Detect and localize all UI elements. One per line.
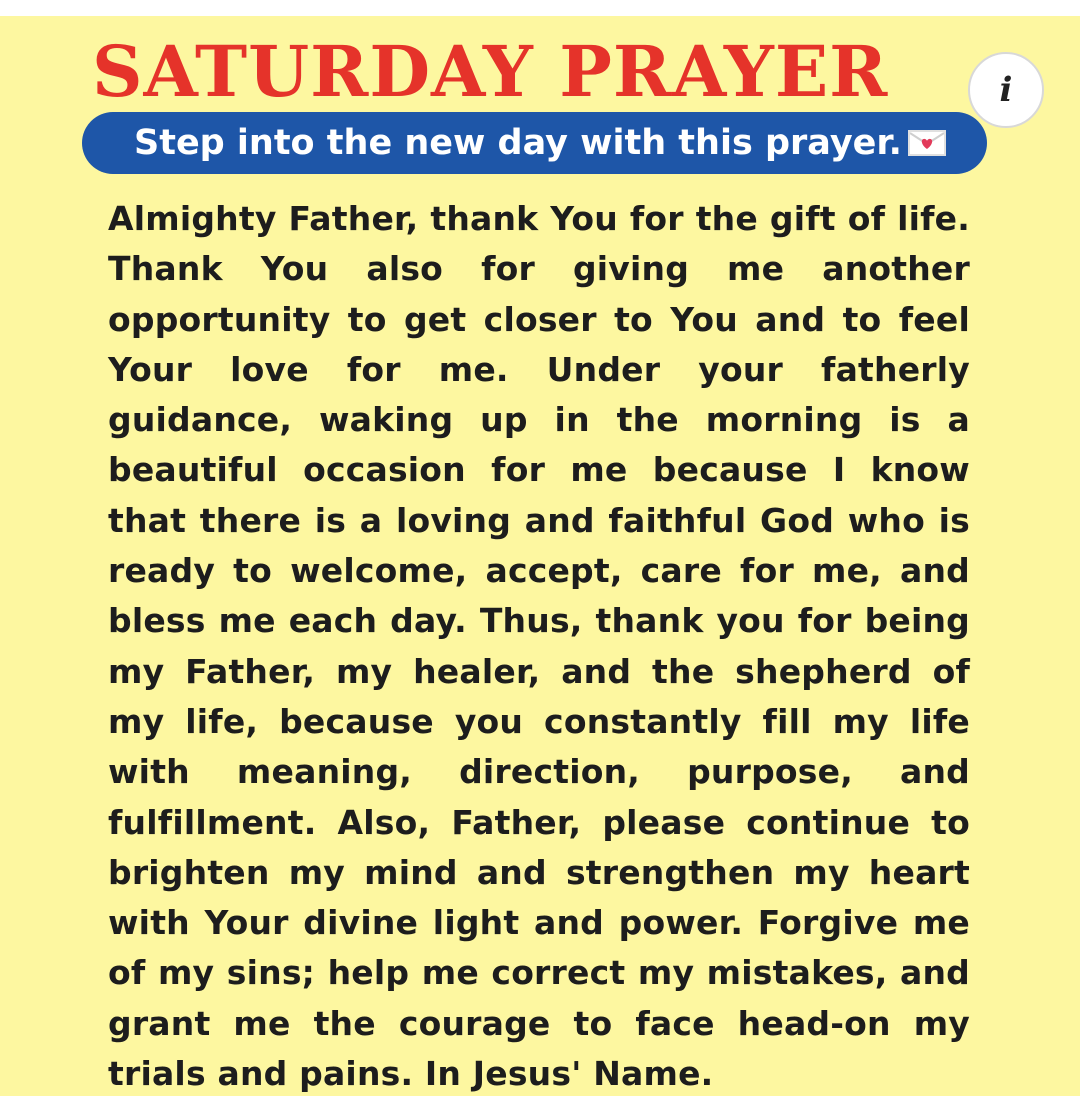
prayer-text: Almighty Father, thank You for the gift of life. Thank You also for giving me another opportunity to get closer to You and to feel Your love for me. Under your fatherly guidance, waking up in the morning is a beautiful occasion for me because I know that there is a loving and faithful God who is ready to welcome, accept, care for me, and bless me each day. Thus, thank you for being my Father, my healer, and the shepherd of my life, because you constantly fill my life with meaning, direction, purpose, and fulfillment. Also, Father, please continue to brighten my mind and strengthen my heart with Your divine light and power. Forgive me of my sins; help me correct my mistakes, and grant me the courage to face head-on my trials and pains. In Jesus' Name. [108, 199, 970, 1094]
info-icon: i [999, 70, 1013, 110]
subtitle-banner [82, 112, 987, 174]
page-title: SATURDAY PRAYER [92, 36, 889, 108]
banner-text: Step into the new day with this prayer. [134, 123, 902, 163]
info-button[interactable] [968, 52, 1044, 128]
love-letter-icon [908, 130, 946, 156]
prayer-poster [0, 16, 1080, 1096]
